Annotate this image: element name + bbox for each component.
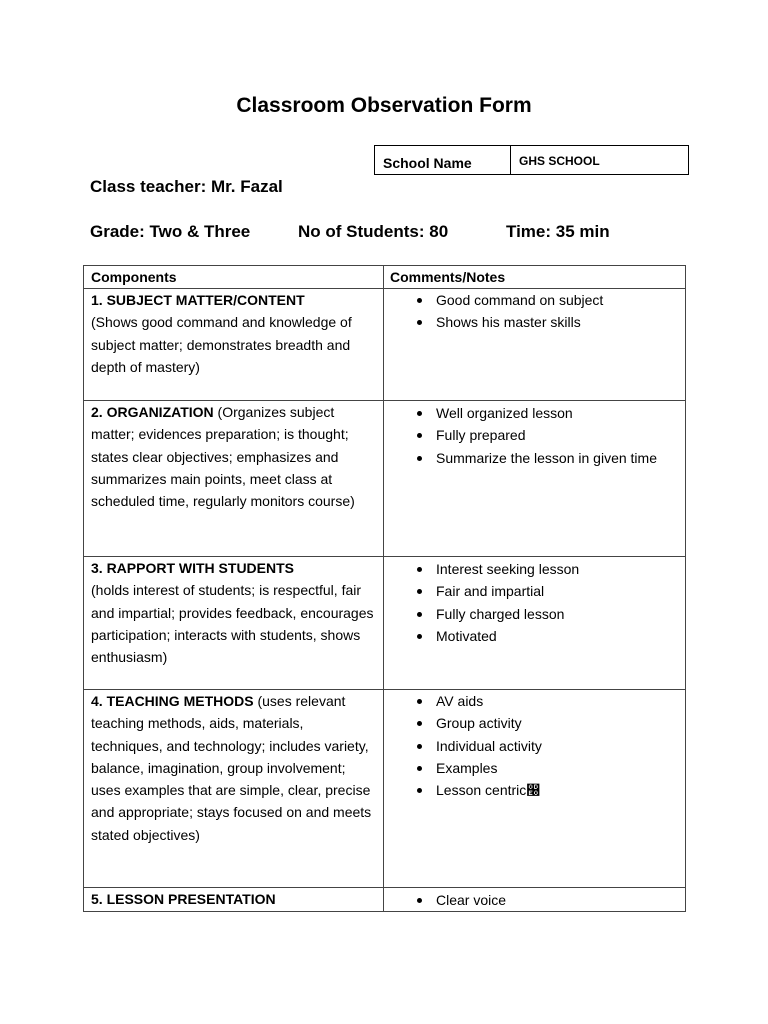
grade-info: Grade: Two & Three: [90, 222, 251, 241]
component-description: (holds interest of students; is respectful, fair and impartial; provides feedback, encourages participation; interacts with students, shows enthusiasm): [91, 582, 374, 666]
component-cell: [84, 690, 384, 888]
note-item: Fully charged lesson: [436, 603, 685, 625]
form-title: Classroom Observation Form: [236, 94, 532, 117]
school-name-box: [374, 145, 689, 175]
notes-cell: [384, 401, 686, 557]
school-name-value: GHS SCHOOL: [519, 154, 600, 168]
note-item: Interest seeking lesson: [436, 558, 685, 580]
note-item: Well organized lesson: [436, 402, 685, 424]
table-header-row: [84, 266, 686, 289]
class-teacher: Class teacher: Mr. Fazal: [90, 177, 283, 196]
component-heading: 1. SUBJECT MATTER/CONTENT: [91, 292, 305, 308]
note-item: Fair and impartial: [436, 580, 685, 602]
component-heading: 2. ORGANIZATION: [91, 404, 214, 420]
time-info: Time: 35 min: [506, 222, 610, 241]
component-description: (Organizes subject matter; evidences preparation; is thought; states clear objectives; emphasizes and summarizes main points, meet class at scheduled time, regularly monitors course): [91, 404, 355, 510]
notes-list: [384, 289, 685, 334]
table-row: [84, 401, 686, 557]
component-cell: [84, 289, 384, 401]
notes-list: [384, 402, 685, 469]
school-name-label: School Name: [375, 146, 511, 174]
note-item: Good command on subject: [436, 289, 685, 311]
note-item: Fully prepared: [436, 424, 685, 446]
note-item: Summarize the lesson in given time: [436, 447, 685, 469]
note-item: Group activity: [436, 712, 685, 734]
table-row: [84, 289, 686, 401]
component-heading: 5. LESSON PRESENTATION: [91, 891, 276, 907]
notes-list: [384, 889, 685, 911]
note-item: Lesson centric෠: [436, 779, 685, 801]
note-item: AV aids: [436, 690, 685, 712]
table-row: [84, 557, 686, 690]
table-row: [84, 690, 686, 888]
component-heading: 4. TEACHING METHODS: [91, 693, 254, 709]
notes-cell: [384, 289, 686, 401]
component-cell: [84, 557, 384, 690]
component-heading: 3. RAPPORT WITH STUDENTS: [91, 560, 295, 576]
component-description: (uses relevant teaching methods, aids, materials, techniques, and technology; includes variety, balance, imagination, group involvement; uses examples that are simple, clear, precise and appropriate; stays focused on and meets stated objectives): [91, 693, 372, 843]
table-row: [84, 888, 686, 912]
note-item: Shows his master skills: [436, 311, 685, 333]
notes-list: [384, 558, 685, 647]
students-info: No of Students: 80: [298, 222, 449, 241]
observation-table: [83, 265, 686, 912]
component-description: (Shows good command and knowledge of subject matter; demonstrates breadth and depth of mastery): [91, 314, 352, 375]
component-cell: [84, 888, 384, 912]
notes-list: [384, 690, 685, 801]
note-item: Motivated: [436, 625, 685, 647]
note-item: Clear voice: [436, 889, 685, 911]
notes-cell: [384, 690, 686, 888]
note-item: Examples: [436, 757, 685, 779]
notes-cell: [384, 888, 686, 912]
header-comments: Comments/Notes: [384, 266, 686, 289]
component-cell: [84, 401, 384, 557]
header-components: Components: [84, 266, 384, 289]
notes-cell: [384, 557, 686, 690]
note-item: Individual activity: [436, 735, 685, 757]
